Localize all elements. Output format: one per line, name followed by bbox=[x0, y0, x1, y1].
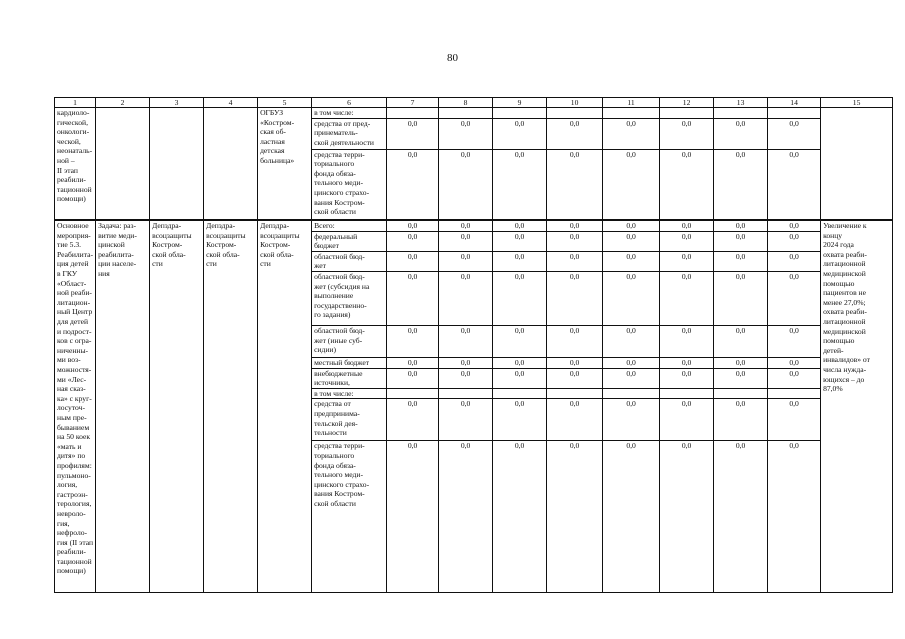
funding-value bbox=[603, 388, 660, 399]
column-number: 5 bbox=[258, 98, 312, 108]
funding-source: средства терри- ториального фонда обяза- тельного меди- цинского страхо- вания Костром- ской области bbox=[312, 149, 387, 220]
funding-value: 0,0 bbox=[714, 399, 768, 441]
funding-source: областной бюд- жет bbox=[312, 251, 387, 271]
column-number: 3 bbox=[150, 98, 204, 108]
funding-value: 0,0 bbox=[660, 326, 714, 358]
funding-value bbox=[768, 108, 821, 119]
funding-value: 0,0 bbox=[603, 231, 660, 251]
funding-value: 0,0 bbox=[493, 149, 547, 220]
funding-value bbox=[660, 108, 714, 119]
responsible-cell: Депздра- всоцзащиты Костром- ской обла- сти bbox=[150, 220, 204, 593]
funding-value: 0,0 bbox=[493, 272, 547, 326]
funding-value: 0,0 bbox=[493, 220, 547, 231]
funding-value: 0,0 bbox=[547, 272, 603, 326]
funding-value: 0,0 bbox=[547, 251, 603, 271]
funding-value: 0,0 bbox=[439, 441, 493, 593]
task-cell: Задача: раз- витие меди- цинской реабилита- ции населе- ния bbox=[96, 220, 150, 593]
header-row bbox=[55, 98, 893, 108]
funding-value: 0,0 bbox=[493, 326, 547, 358]
funding-value: 0,0 bbox=[439, 399, 493, 441]
funding-source: средства от предпринима- тельской дея- тельности bbox=[312, 399, 387, 441]
funding-value: 0,0 bbox=[768, 251, 821, 271]
funding-value: 0,0 bbox=[387, 399, 439, 441]
funding-value: 0,0 bbox=[714, 118, 768, 149]
column-number: 8 bbox=[439, 98, 493, 108]
responsible-cell bbox=[150, 108, 204, 221]
funding-value: 0,0 bbox=[714, 368, 768, 388]
table-row bbox=[55, 108, 893, 119]
funding-source: средства терри- ториального фонда обяза- тельного меди- цинского страхо- вания Костром- ской области bbox=[312, 441, 387, 593]
funding-value: 0,0 bbox=[547, 399, 603, 441]
funding-value: 0,0 bbox=[387, 326, 439, 358]
funding-value: 0,0 bbox=[660, 220, 714, 231]
funding-value: 0,0 bbox=[439, 118, 493, 149]
funding-value: 0,0 bbox=[768, 399, 821, 441]
funding-value bbox=[714, 108, 768, 119]
column-number: 6 bbox=[312, 98, 387, 108]
funding-value: 0,0 bbox=[603, 220, 660, 231]
measure-name: Основное мероприя- тие 5.3. Реабилита- ция детей в ГКУ «Област- ной реаби- литацион- ный Центр для детей и подрост- ков с огра- ниченны- ми воз- можностя- ми «Лес- ная сказ- ка» с круг- лосуточ- ным пре- быванием на 50 коек «мать и дитя» по профилям: пульмоно- логия, гастроэн- терология, невроло- гия, нефроло- гия (II этап реабили- тационной помощи) bbox=[55, 220, 96, 593]
funding-value bbox=[439, 108, 493, 119]
funding-value: 0,0 bbox=[714, 358, 768, 369]
task-cell bbox=[96, 108, 150, 221]
funding-source: в том числе: bbox=[312, 108, 387, 119]
funding-value: 0,0 bbox=[660, 149, 714, 220]
funding-value: 0,0 bbox=[603, 368, 660, 388]
funding-source: в том числе: bbox=[312, 388, 387, 399]
funding-value: 0,0 bbox=[387, 358, 439, 369]
funding-value: 0,0 bbox=[547, 220, 603, 231]
funding-value: 0,0 bbox=[603, 149, 660, 220]
funding-value: 0,0 bbox=[603, 272, 660, 326]
funding-source: местный бюджет bbox=[312, 358, 387, 369]
funding-value: 0,0 bbox=[660, 251, 714, 271]
funding-value: 0,0 bbox=[660, 358, 714, 369]
funding-value: 0,0 bbox=[714, 251, 768, 271]
funding-value: 0,0 bbox=[439, 368, 493, 388]
funding-value bbox=[603, 108, 660, 119]
funding-value: 0,0 bbox=[603, 441, 660, 593]
funding-value: 0,0 bbox=[547, 358, 603, 369]
funding-value: 0,0 bbox=[387, 441, 439, 593]
funding-value: 0,0 bbox=[439, 251, 493, 271]
funding-value bbox=[493, 108, 547, 119]
funding-value bbox=[768, 388, 821, 399]
funding-value: 0,0 bbox=[714, 231, 768, 251]
funding-value: 0,0 bbox=[660, 441, 714, 593]
column-number: 12 bbox=[660, 98, 714, 108]
funding-value: 0,0 bbox=[493, 231, 547, 251]
funding-value: 0,0 bbox=[493, 118, 547, 149]
measure-name: кардиоло- гической, онкологи- ческой, неонаталь- ной – II этап реабили- тационной помощи) bbox=[55, 108, 96, 221]
funding-value: 0,0 bbox=[439, 149, 493, 220]
funding-value: 0,0 bbox=[547, 231, 603, 251]
funding-value: 0,0 bbox=[547, 326, 603, 358]
funding-value: 0,0 bbox=[660, 272, 714, 326]
column-number: 15 bbox=[821, 98, 893, 108]
funding-value bbox=[714, 388, 768, 399]
funding-value: 0,0 bbox=[493, 251, 547, 271]
funding-value: 0,0 bbox=[714, 272, 768, 326]
funding-value: 0,0 bbox=[768, 220, 821, 231]
funding-value: 0,0 bbox=[714, 441, 768, 593]
funding-value bbox=[493, 388, 547, 399]
funding-value: 0,0 bbox=[603, 251, 660, 271]
funding-source: федеральный бюджет bbox=[312, 231, 387, 251]
funding-value: 0,0 bbox=[603, 118, 660, 149]
funding-value: 0,0 bbox=[660, 368, 714, 388]
funding-value: 0,0 bbox=[387, 368, 439, 388]
funding-value bbox=[547, 108, 603, 119]
funding-value: 0,0 bbox=[714, 220, 768, 231]
funding-value: 0,0 bbox=[768, 326, 821, 358]
funding-value: 0,0 bbox=[768, 231, 821, 251]
funding-value: 0,0 bbox=[714, 326, 768, 358]
funding-value: 0,0 bbox=[439, 272, 493, 326]
recipient-cell: Депздра- всоцзащиты Костром- ской обла- сти bbox=[258, 220, 312, 593]
column-number: 11 bbox=[603, 98, 660, 108]
funding-value: 0,0 bbox=[439, 326, 493, 358]
funding-value bbox=[439, 388, 493, 399]
funding-value: 0,0 bbox=[387, 272, 439, 326]
funding-value: 0,0 bbox=[768, 441, 821, 593]
funding-value: 0,0 bbox=[768, 368, 821, 388]
funding-value: 0,0 bbox=[439, 231, 493, 251]
expected-result: Увеличение к концу 2024 года охвата реаби- литационной медицинской помощью пациентов не менее 27,0%; охвата реаби- литационной медицинской помощью детей- инвалидов» от числа нужда- ющихся – до 87,0% bbox=[821, 220, 893, 593]
funding-value: 0,0 bbox=[387, 231, 439, 251]
funding-value: 0,0 bbox=[547, 368, 603, 388]
column-number: 7 bbox=[387, 98, 439, 108]
funding-value: 0,0 bbox=[547, 118, 603, 149]
funding-source: областной бюд- жет (субсидия на выполнение государственно- го задания) bbox=[312, 272, 387, 326]
funding-value: 0,0 bbox=[493, 358, 547, 369]
funding-value bbox=[660, 388, 714, 399]
column-number: 1 bbox=[55, 98, 96, 108]
funding-value: 0,0 bbox=[660, 399, 714, 441]
funding-value: 0,0 bbox=[768, 118, 821, 149]
funding-value: 0,0 bbox=[387, 149, 439, 220]
column-number: 2 bbox=[96, 98, 150, 108]
funding-source: областной бюд- жет (иные суб- сидии) bbox=[312, 326, 387, 358]
funding-value: 0,0 bbox=[439, 358, 493, 369]
funding-value: 0,0 bbox=[768, 149, 821, 220]
funding-value: 0,0 bbox=[603, 399, 660, 441]
funding-value: 0,0 bbox=[387, 220, 439, 231]
column-number: 14 bbox=[768, 98, 821, 108]
funding-value: 0,0 bbox=[493, 441, 547, 593]
funding-value: 0,0 bbox=[660, 231, 714, 251]
funding-value: 0,0 bbox=[603, 326, 660, 358]
funding-value bbox=[387, 388, 439, 399]
column-number: 13 bbox=[714, 98, 768, 108]
funding-value: 0,0 bbox=[387, 118, 439, 149]
program-table bbox=[54, 97, 893, 593]
funding-value: 0,0 bbox=[768, 358, 821, 369]
funding-value bbox=[547, 388, 603, 399]
column-number: 9 bbox=[493, 98, 547, 108]
funding-value: 0,0 bbox=[387, 251, 439, 271]
funding-value bbox=[387, 108, 439, 119]
column-number: 10 bbox=[547, 98, 603, 108]
expected-result bbox=[821, 108, 893, 221]
coexecutor-cell: Депздра- всоцзащиты Костром- ской обла- сти bbox=[204, 220, 258, 593]
recipient-cell: ОГБУЗ «Костром- ская об- ластная детская больница» bbox=[258, 108, 312, 221]
column-number: 4 bbox=[204, 98, 258, 108]
funding-value: 0,0 bbox=[493, 399, 547, 441]
table-row bbox=[55, 220, 893, 231]
table-body bbox=[55, 98, 893, 593]
funding-value: 0,0 bbox=[547, 441, 603, 593]
page-number: 80 bbox=[447, 52, 458, 64]
funding-value: 0,0 bbox=[547, 149, 603, 220]
coexecutor-cell bbox=[204, 108, 258, 221]
funding-value: 0,0 bbox=[493, 368, 547, 388]
funding-value: 0,0 bbox=[439, 220, 493, 231]
funding-source: Всего: bbox=[312, 220, 387, 231]
funding-source: внебюджетные источники, bbox=[312, 368, 387, 388]
funding-value: 0,0 bbox=[603, 358, 660, 369]
funding-value: 0,0 bbox=[660, 118, 714, 149]
funding-value: 0,0 bbox=[768, 272, 821, 326]
funding-value: 0,0 bbox=[714, 149, 768, 220]
funding-source: средства от пред- принематель- ской деятельности bbox=[312, 118, 387, 149]
